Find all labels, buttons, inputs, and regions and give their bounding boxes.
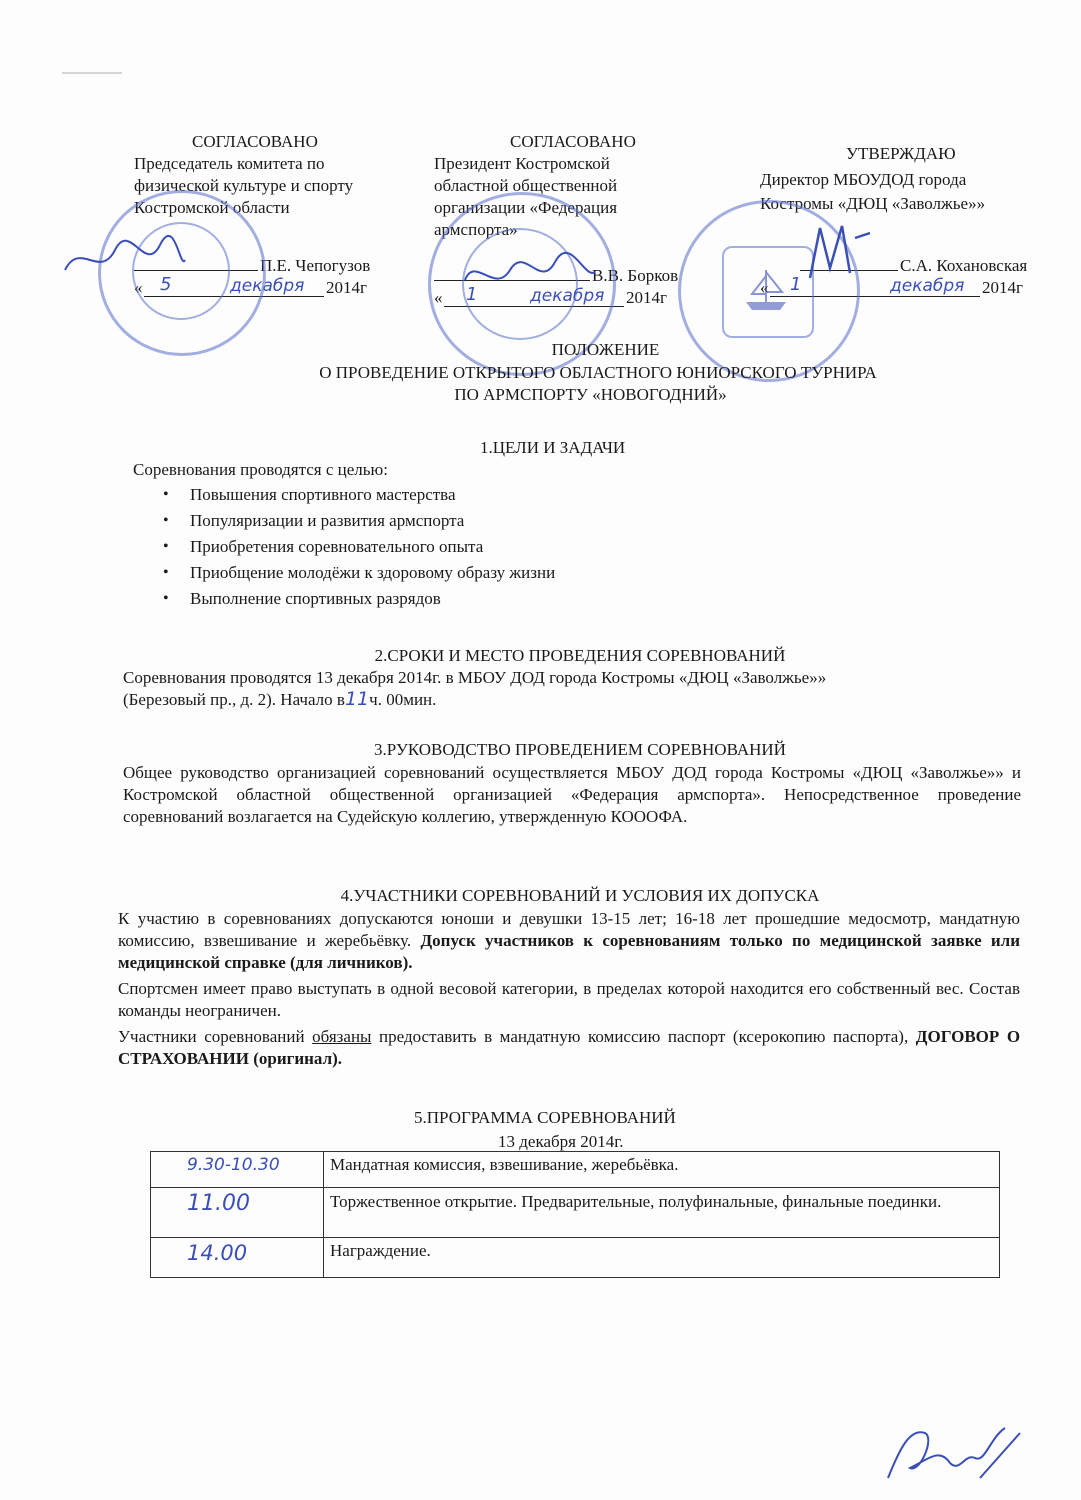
date-month-handwritten: декабря xyxy=(230,276,305,296)
approval-position-line: Костромы «ДЮЦ «Заволжье»» xyxy=(760,194,986,213)
list-item: • Повышения спортивного мастерства xyxy=(130,482,730,508)
obliged-underlined: обязаны xyxy=(312,1027,372,1046)
approval-position-line: физической культуре и спорту xyxy=(134,176,354,195)
date-open: « xyxy=(434,288,443,307)
list-item: • Приобретения соревновательного опыта xyxy=(130,534,730,560)
approval-position-line: Президент Костромской xyxy=(434,154,610,173)
date-day-handwritten: 1 xyxy=(790,274,802,295)
section-1-intro: Соревнования проводятся с целью: xyxy=(133,460,388,479)
list-item: • Популяризации и развития армспорта xyxy=(130,508,730,534)
list-item: • Приобщение молодёжи к здоровому образу жизни xyxy=(130,560,730,586)
time-cell xyxy=(151,1238,324,1278)
approval-position-line: Костромской области xyxy=(134,198,290,217)
date-month-handwritten: декабря xyxy=(890,276,965,296)
program-table xyxy=(150,1151,1000,1278)
approval-position-line: Директор МБОУДОД города xyxy=(760,170,967,189)
approval-position-line: армспорта» xyxy=(434,220,518,239)
time-handwritten: 9.30-10.30 xyxy=(187,1155,280,1175)
time-handwritten: 14.00 xyxy=(187,1241,248,1265)
event-cell: Награждение. xyxy=(324,1238,1000,1278)
table-row xyxy=(151,1152,1000,1188)
section-2-text-line-2 xyxy=(123,690,436,709)
title-line-1: ПОЛОЖЕНИЕ xyxy=(551,340,660,359)
date-day-handwritten: 5 xyxy=(160,274,172,295)
section-3-heading: 3.РУКОВОДСТВО ПРОВЕДЕНИЕМ СОРЕВНОВАНИЙ xyxy=(374,740,786,759)
section-2-heading: 2.СРОКИ И МЕСТО ПРОВЕДЕНИЯ СОРЕВНОВАНИЙ xyxy=(374,646,786,665)
start-text: (Березовый пр., д. 2). Начало в xyxy=(123,690,345,709)
signature-scribble-3 xyxy=(800,218,880,288)
approval-position-line: Председатель комитета по xyxy=(134,154,325,173)
insurance-bold-text: ДОГОВОР О СТРАХОВАНИИ (оригинал). xyxy=(118,1027,1021,1068)
approval-label: УТВЕРЖДАЮ xyxy=(846,144,956,163)
participants-text: Участники соревнований xyxy=(118,1027,305,1046)
date-year: 2014г xyxy=(982,278,1023,297)
approval-position-line: организации «Федерация xyxy=(434,198,618,217)
approval-label: СОГЛАСОВАНО xyxy=(192,132,318,151)
time-handwritten: 11.00 xyxy=(187,1191,250,1216)
time-cell xyxy=(151,1152,324,1188)
list-item: • Выполнение спортивных разрядов xyxy=(130,586,730,612)
signatory-name: С.А. Кохановская xyxy=(900,256,1028,275)
signatory-name: П.Е. Чепогузов xyxy=(260,256,371,275)
title-line-3: ПО АРМСПОРТУ «НОВОГОДНИЙ» xyxy=(454,385,727,404)
document-title xyxy=(0,340,1081,404)
program-date: 13 декабря 2014г. xyxy=(498,1132,624,1151)
approval-position-line: областной общественной xyxy=(434,176,618,195)
section-4-paragraph-1 xyxy=(118,908,1020,974)
start-hour-handwritten: 11 xyxy=(344,688,370,710)
time-cell xyxy=(151,1188,324,1238)
date-open: « xyxy=(134,278,143,297)
date-year: 2014г xyxy=(326,278,367,297)
section-2-text-line-1: Соревнования проводятся 13 декабря 2014г. в МБОУ ДОД города Костромы «ДЮЦ «Заволжье»» xyxy=(123,668,827,687)
admission-text: К участию в соревнованиях допускаются юноши и девушки 13-15 лет; 16-18 лет прошедшие медосмотр, мандатную комиссию, взвешивание и жеребьёвку. xyxy=(118,909,1020,950)
section-4-paragraph-3 xyxy=(118,1026,1020,1070)
signature-scribble-1 xyxy=(60,230,190,290)
section-4-paragraph-2: Спортсмен имеет право выступать в одной весовой категории, в пределах которой находится его собственный вес. Состав команды неограничен. xyxy=(118,979,1020,1020)
handwritten-signature xyxy=(880,1418,1030,1488)
date-month-handwritten: декабря xyxy=(530,286,605,306)
section-5-heading: 5.ПРОГРАММА СОРЕВНОВАНИЙ xyxy=(414,1108,676,1127)
date-open: « xyxy=(760,278,769,297)
scan-mark xyxy=(62,72,122,74)
admission-bold-text: Допуск участников к соревнованиям только по медицинской заявке или медицинской справке (для личников). xyxy=(118,931,1021,972)
section-1-heading: 1.ЦЕЛИ И ЗАДАЧИ xyxy=(480,438,626,457)
table-row xyxy=(151,1188,1000,1238)
section-4-heading: 4.УЧАСТНИКИ СОРЕВНОВАНИЙ И УСЛОВИЯ ИХ ДОПУСКА xyxy=(340,886,820,905)
goals-list xyxy=(130,482,730,612)
signatory-name: В.В. Борков xyxy=(592,266,679,285)
approval-label: СОГЛАСОВАНО xyxy=(510,132,636,151)
date-year: 2014г xyxy=(626,288,667,307)
start-text-end: ч. 00мин. xyxy=(369,690,437,709)
event-cell: Торжественное открытие. Предварительные, полуфинальные, финальные поединки. xyxy=(324,1188,1000,1238)
date-day-handwritten: 1 xyxy=(466,284,478,305)
title-line-2: О ПРОВЕДЕНИЕ ОТКРЫТОГО ОБЛАСТНОГО ЮНИОРСКОГО ТУРНИРА xyxy=(319,363,877,382)
section-3-text: Общее руководство организацией соревнований осуществляется МБОУ ДОД города Костромы «ДЮЦ «Заволжье»» и Костромской областной общественной организацией «Федерация армспорта». Непосредственное проведение соревнований возлагается на Судейскую коллегию, утвержденную КОООФА. xyxy=(123,763,1021,826)
participants-text-2: предоставить в мандатную комиссию паспорт (ксерокопию паспорта), xyxy=(379,1027,909,1046)
signature-scribble-2 xyxy=(460,250,600,300)
event-cell: Мандатная комиссия, взвешивание, жеребьёвка. xyxy=(324,1152,1000,1188)
table-row xyxy=(151,1238,1000,1278)
ship-emblem-icon xyxy=(738,262,794,318)
